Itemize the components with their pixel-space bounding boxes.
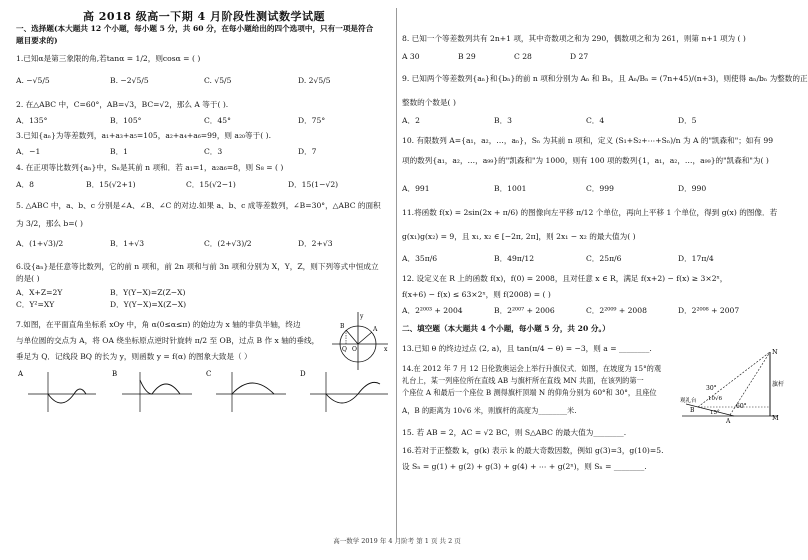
q6-options-row1 [16,288,392,298]
q2-option-c[interactable]: C．45° [204,116,231,125]
q10-option-c[interactable]: C．999 [586,184,614,193]
label-a: A [726,418,731,425]
q11-option-b[interactable]: B．49π/12 [494,254,535,263]
graph-b[interactable] [112,370,192,412]
q5-option-d[interactable]: D．2+√3 [298,239,333,248]
label-reviewing-stand: 观礼台 [680,398,697,404]
q7-stem-cont2: 垂足为 Q．记线段 BQ 的长为 y，则函数 y = f(α) 的图象大致是（ ） [16,352,252,361]
q4-options [16,180,392,190]
q5-stem: 5. △ABC 中，a、b、c 分别是∠A、∠B、∠C 的对边.如果 a、b、c 成等差数列，∠B=30°，△ABC 的面积 [16,201,381,210]
label-10root6: 10√6 [708,396,723,402]
label-b: B [690,407,695,414]
q1-option-c[interactable]: C. √5/5 [204,76,232,85]
q4-option-d[interactable]: D．15(1−√2) [288,180,339,189]
label-flagpole: 旗杆 [772,381,785,388]
column-divider [396,8,397,538]
ray-oa [358,332,372,344]
section2-heading: 二、填空题（本大题共 4 个小题，每小题 5 分，共 20 分。） [402,324,610,333]
q6-option-b[interactable]: B．Y(Y−X)=Z(Z−X) [110,288,186,297]
label-15deg: 15° [710,410,720,416]
graph-c-curve [232,383,274,394]
q12-stem-cont: f(x+6) − f(x) ≤ 63×2ˣ，则 f(2008) = ( ) [402,290,551,299]
q10-option-b[interactable]: B．1001 [494,184,527,193]
q6-option-d[interactable]: D．Y(Y−X)=X(Z−X) [110,300,187,309]
q6-options-row2 [16,300,392,310]
q5-options [16,239,392,249]
q3-option-d[interactable]: D．7 [298,147,317,156]
graph-c-label: C [206,370,212,378]
q9-option-c[interactable]: C．4 [586,116,605,125]
q16-stem-cont: 设 Sₙ = g(1) + g(2) + g(3) + g(4) + ⋯ + g(2ⁿ)，则 Sₙ = ________. [402,462,647,471]
q1-stem: 1.已知α是第三象限的角,若tanα = 1/2，则cosα = ( ) [16,54,201,63]
label-60deg: 60° [736,403,747,410]
page-footer: 高一数学 2019 年 4 月阶考 第 1 页 共 2 页 [333,537,461,545]
unit-circle-figure [328,310,390,372]
ray-ob [346,330,358,344]
q1-option-a[interactable]: A. −√5/5 [16,76,50,85]
q12-option-d[interactable]: D．2²⁰⁰⁸ + 2007 [678,306,740,315]
label-x: x [384,346,388,353]
q10-stem-cont: 项的数列{a₁，a₂，…，a₉₉}的"凯森和"为 1000，则有 100 项的数列{1，a₁，a₂，…，a₉₉}的"凯森和"为( ) [402,156,769,165]
q12-stem: 12. 设定义在 R 上的函数 f(x)，f(0) = 2008，且对任意 x ∈ R，满足 f(x+2) − f(x) ≥ 3×2ˣ， [402,274,728,283]
q9-stem: 9. 已知两个等差数列{aₙ}和{bₙ}的前 n 项和分别为 Aₙ 和 Bₙ，且 Aₙ/Bₙ = (7n+45)/(n+3)，则使得 aₙ/bₙ 为整数的正 [402,74,808,83]
graph-b-label: B [112,370,118,378]
q9-option-d[interactable]: D．5 [678,116,697,125]
q5-option-a[interactable]: A．(1+√3)/2 [16,239,64,248]
q12-option-b[interactable]: B．2²⁰⁰⁷ + 2006 [494,306,555,315]
q5-option-c[interactable]: C．(2+√3)/2 [204,239,252,248]
q11-option-d[interactable]: D．17π/4 [678,254,714,263]
label-q: Q [342,346,347,353]
q9-option-b[interactable]: B．3 [494,116,513,125]
q3-stem: 3.已知{aₙ}为等差数列，a₁+a₃+a₅=105，a₂+a₄+a₆=99，则 a₂₀等于( ). [16,131,271,140]
q9-option-a[interactable]: A．2 [402,116,420,125]
q1-options [16,76,392,86]
flagpole-figure [678,340,785,425]
graph-d-curve [326,382,380,403]
q15-stem: 15. 若 AB = 2，AC = √2 BC，则 S△ABC 的最大值为________. [402,428,627,437]
section1-heading-cont: 题目要求的) [16,36,58,45]
q3-option-c[interactable]: C．3 [204,147,223,156]
q5-stem-cont: 为 3/2，那么 b=( ) [16,219,83,228]
graph-a-label: A [18,370,24,378]
graph-a[interactable] [17,370,96,412]
q12-option-c[interactable]: C．2²⁰⁰⁹ + 2008 [586,306,647,315]
q13-stem: 13.已知 θ 的终边过点 (2, a)，且 tan(π/4 − θ) = −3，则 a = ________. [402,344,652,353]
q4-option-a[interactable]: A．8 [16,180,34,189]
q2-stem: 2. 在△ABC 中，C=60°，AB=√3，BC=√2，那么 A 等于( ). [16,100,229,109]
q9-stem-cont: 整数的个数是( ) [402,98,456,107]
section1-heading: 一、选择题(本大题共 12 个小题，每小题 5 分，共 60 分，在每小题给出的四个选项中，只有一项是符合 [16,24,374,33]
q8-options [402,52,782,62]
q8-stem: 8. 已知一个等差数列共有 2n+1 项，其中奇数项之和为 290，偶数项之和为 261，则第 n+1 项为 ( ) [402,34,746,43]
q10-stem: 10. 有限数列 A={a₁，a₂，…，aₙ}，Sₙ 为其前 n 项和，定义 (S₁+S₂+⋯+Sₙ)/n 为 A 的"凯森和"；如有 99 [402,136,774,145]
q11-stem: 11.将函数 f(x) = 2sin(2x + π/6) 的图像向左平移 π/12 个单位，再向上平移 1 个单位，得到 g(x) 的图像．若 [402,208,778,217]
q6-stem: 6.设{aₙ}是任意等比数列，它的前 n 项和，前 2n 项和与前 3n 项和分别为 X，Y，Z，则下列等式中恒成立 [16,262,379,271]
q11-option-c[interactable]: C．25π/6 [586,254,622,263]
page-title: 高 2018 级高一下期 4 月阶段性测试数学试题 [82,10,326,23]
q2-option-d[interactable]: D．75° [298,116,326,125]
graph-c[interactable] [206,370,286,412]
q8-option-d[interactable]: D 27 [570,52,589,61]
q6-stem-cont: 的是( ) [16,274,40,283]
q4-option-b[interactable]: B．15(√2+1) [86,180,136,189]
q2-option-b[interactable]: B．105° [110,116,142,125]
q4-option-c[interactable]: C．15(√2−1) [186,180,236,189]
label-y: y [360,313,364,320]
q1-option-b[interactable]: B. −2√5/5 [110,76,149,85]
label-m: M [772,414,779,422]
q11-stem-cont: g(x₁)g(x₂) = 9，且 x₁, x₂ ∈ [−2π, 2π]，则 2x₁ − x₂ 的最大值为( ) [402,232,636,241]
q12-options [402,306,782,316]
q3-option-a[interactable]: A．−1 [16,147,41,156]
q6-option-a[interactable]: A．X+Z=2Y [16,288,63,297]
q10-options [402,184,782,194]
q3-option-b[interactable]: B．1 [110,147,129,156]
label-n: N [772,348,778,356]
q6-option-c[interactable]: C．Y²=XY [16,300,55,309]
q14-stem: 14.在 2012 年 7 月 12 日伦敦奥运会上举行升旗仪式．如图，在坡度为 15°的观 [402,364,662,373]
label-30deg: 30° [706,385,717,392]
q2-options [16,116,392,126]
q2-option-a[interactable]: A．135° [16,116,48,125]
graph-d[interactable] [300,370,388,412]
q12-option-a[interactable]: A．2²⁰⁰³ + 2004 [402,306,463,315]
q10-option-d[interactable]: D．990 [678,184,707,193]
q11-option-a[interactable]: A．35π/6 [402,254,438,263]
q3-options [16,147,392,157]
graph-d-label: D [300,370,306,378]
q4-stem: 4. 在正项等比数列{aₙ}中，Sₙ是其前 n 项和．若 a₁=1，a₂a₆=8，则 S₈ = ( ) [16,163,284,172]
label-b: B [340,323,345,330]
q7-stem-cont: 与单位圆的交点为 A，将 OA 绕坐标原点逆时针旋转 π/2 至 OB，过点 B 作 x 轴的垂线， [16,336,320,345]
q8-option-b[interactable]: B 29 [458,52,476,61]
q14-stem-cont2: 个座位 A 和最后一个座位 B 测得旗杆顶端 N 的仰角分别为 60°和 30°，且座位 [402,388,657,397]
q5-option-b[interactable]: B．1+√3 [110,239,145,248]
q8-option-a[interactable]: A 30 [402,52,420,61]
label-o: O [352,346,357,353]
q10-option-a[interactable]: A．991 [402,184,430,193]
graph-b-curve [140,380,180,394]
q1-option-d[interactable]: D. 2√5/5 [298,76,331,85]
q9-options [402,116,782,126]
q7-answer-graphs [16,366,392,416]
q8-option-c[interactable]: C 28 [514,52,532,61]
q7-stem: 7.如图，在平面直角坐标系 xOy 中，角 α(0≤α≤π) 的始边为 x 轴的非负半轴，终边 [16,320,301,329]
label-a: A [373,326,378,333]
q14-stem-cont3: A，B 的距离为 10√6 米，则旗杆的高度为________米. [402,406,577,415]
q14-stem-cont: 礼台上，某一列座位所在直线 AB 与旗杆所在直线 MN 共面，在该列的第一 [402,376,644,385]
q16-stem: 16.若对于正整数 k，g(k) 表示 k 的最大奇数因数，例如 g(3)=3，g(10)=5. [402,446,664,455]
q11-options [402,254,782,264]
graph-a-curve [48,389,86,403]
